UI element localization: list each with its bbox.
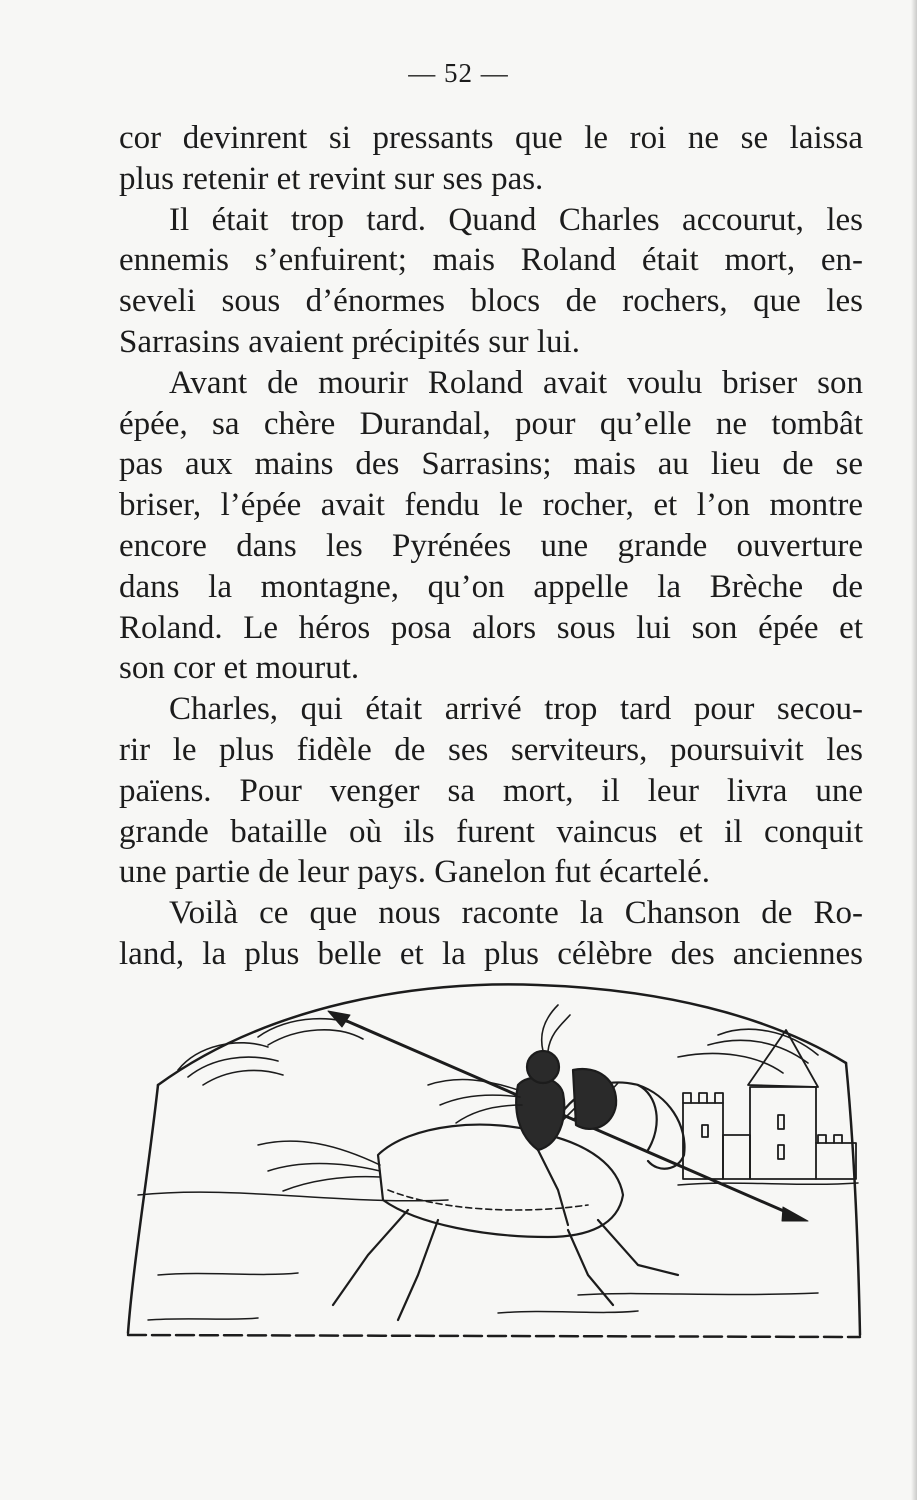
text-line: grande bataille où ils furent vaincus et il conquit [119, 813, 863, 850]
text-line: Avant de mourir Roland avait voulu briser son [169, 364, 863, 401]
horse-leg [598, 1220, 678, 1275]
knight-leg [538, 1150, 568, 1225]
text-line: une partie de leur pays. Ganelon fut écartelé. [119, 854, 710, 891]
text-line: Roland. Le héros posa alors sous lui son épée et [119, 609, 863, 646]
page-edge-shadow [911, 0, 917, 1500]
knight-illustration [118, 975, 866, 1347]
text-line: Sarrasins avaient précipités sur lui. [119, 323, 580, 360]
text-line: dans la montagne, qu’on appelle la Brèche de [119, 568, 863, 605]
horse-body [378, 1125, 623, 1237]
castle-keep [683, 1103, 723, 1179]
text-line: land, la plus belle et la plus célèbre des anciennes [119, 935, 863, 972]
castle-tower-roof [748, 1030, 818, 1087]
text-line: cor devinrent si pressants que le roi ne se laissa [119, 120, 863, 156]
text-line: seveli sous d’énormes blocs de rochers, que les [119, 283, 863, 320]
horse [258, 1082, 685, 1320]
page-number: — 52 — [408, 58, 509, 88]
text-line: plus retenir et revint sur ses pas. [119, 160, 544, 197]
clouds [178, 1019, 818, 1085]
helmet-plume [542, 1005, 570, 1051]
knight-shield [573, 1069, 616, 1129]
body-text [119, 118, 863, 975]
text-line: rir le plus fidèle de ses serviteurs, poursuivit les [119, 731, 863, 768]
text-line: pas aux mains des Sarrasins; mais au lieu de se [119, 446, 863, 483]
knight-cape [428, 1080, 522, 1123]
horse-leg [398, 1220, 438, 1320]
text-line: ennemis s’enfuirent; mais Roland était mort, en- [119, 242, 863, 279]
castle-wall [723, 1135, 750, 1179]
text-line: Charles, qui était arrivé trop tard pour secou- [169, 691, 863, 728]
knight-body [516, 1077, 564, 1150]
frame-right [846, 1063, 860, 1335]
text-line: épée, sa chère Durandal, pour qu’elle ne tombât [119, 405, 863, 442]
knight-helmet [527, 1051, 559, 1083]
horse-leg [333, 1210, 408, 1305]
text-line: encore dans les Pyrénées une grande ouverture [119, 527, 863, 564]
text-line: païens. Pour venger sa mort, il leur livra une [119, 772, 863, 809]
text-line: Il était trop tard. Quand Charles accourut, les [169, 201, 863, 238]
frame-bottom [128, 1335, 860, 1337]
knight [428, 1005, 616, 1225]
ground [138, 1183, 858, 1320]
text-line: briser, l’épée avait fendu le rocher, et l’on montre [119, 487, 863, 524]
text-line: Voilà ce que nous raconte la Chanson de Ro- [169, 895, 863, 932]
castle-tower [750, 1087, 816, 1179]
lance-tip-rear [782, 1207, 808, 1221]
horse-tail [258, 1141, 380, 1191]
frame-left [128, 1085, 158, 1333]
text-line: son cor et mourut. [119, 650, 360, 687]
